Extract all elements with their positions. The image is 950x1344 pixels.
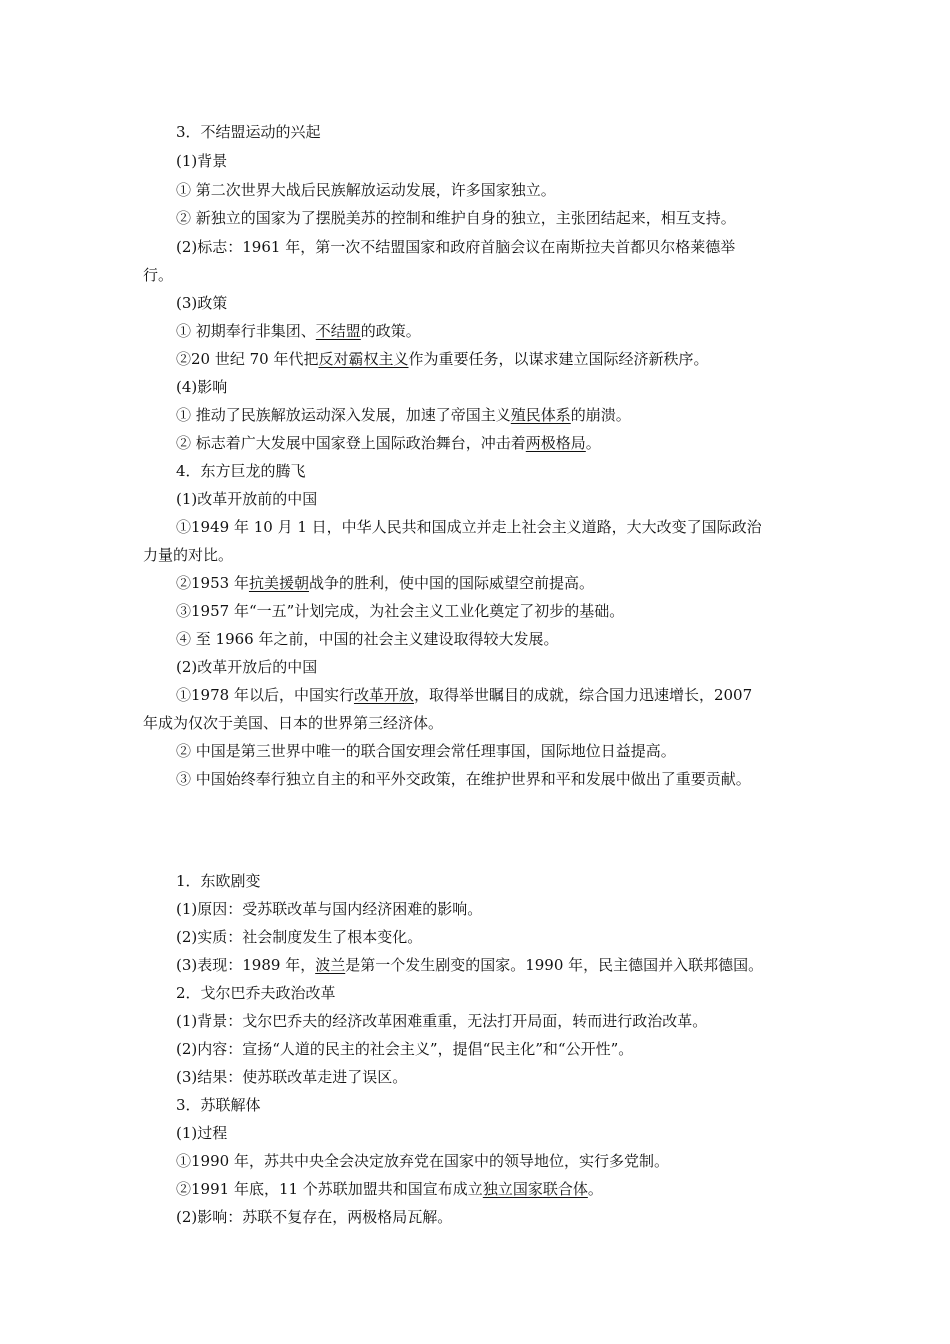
background-point-1: ① 第二次世界大战后民族解放运动发展，许多国家独立。 [176,181,556,199]
impact-point-1-post: 的崩溃。 [570,406,631,424]
dissolution-process-point-1: ①1990 年，苏共中央全会决定放弃党在国家中的领导地位，实行多党制。 [176,1152,669,1170]
background-title: (1)背景 [176,152,228,170]
after-reform-point-1-post: ，取得举世瞩目的成就，综合国力迅速增长，2007 [413,686,753,704]
gorbachev-content: (2)内容：宣扬“人道的民主的社会主义”，提倡“民主化”和“公开性”。 [176,1040,634,1058]
after-reform-point-1-line-2: 年成为仅次于美国、日本的世界第三经济体。 [143,714,444,732]
before-reform-point-2 [176,573,594,593]
before-reform-point-2-pre: ②1953 年 [176,574,249,592]
policy-point-1-keyword: 不结盟 [315,322,361,340]
sign-line-1: (2)标志：1961 年，第一次不结盟国家和政府首脑会议在南斯拉夫首都贝尔格莱德举 [176,238,736,256]
before-reform-point-1-line-2: 力量的对比。 [143,546,234,564]
impact-point-2-keyword: 两极格局 [525,434,586,452]
impact-point-1 [176,405,631,425]
policy-point-2-post: 作为重要任务，以谋求建立国际经济新秩序。 [408,350,709,368]
before-reform-point-1-line-1: ①1949 年 10 月 1 日，中华人民共和国成立并走上社会主义道路，大大改变了国际政治 [176,518,762,536]
policy-point-2-keyword: 反对霸权主义 [318,350,409,368]
impact-point-2-pre: ② 标志着广大发展中国家登上国际政治舞台，冲击着 [176,434,526,452]
ee-manifestation-pre: (3)表现：1989 年， [176,956,316,974]
ee-manifestation [176,955,763,975]
gorbachev-result: (3)结果：使苏联改革走进了误区。 [176,1068,408,1086]
before-reform-point-2-keyword: 抗美援朝 [248,574,309,592]
dissolution-process-point-2 [176,1179,603,1199]
policy-point-2 [176,349,709,369]
dissolution-process-title: (1)过程 [176,1124,228,1142]
dissolution-process-point-2-keyword: 独立国家联合体 [482,1180,588,1198]
section-heading-ussr-dissolution: 3．苏联解体 [176,1096,261,1114]
sign-line-2: 行。 [143,266,174,284]
policy-point-1-post: 的政策。 [360,322,421,340]
impact-point-1-pre: ① 推动了民族解放运动深入发展，加速了帝国主义 [176,406,511,424]
impact-point-2 [176,433,601,453]
after-reform-title: (2)改革开放后的中国 [176,658,318,676]
section-heading-china: 4．东方巨龙的腾飞 [176,462,306,480]
gorbachev-background: (1)背景：戈尔巴乔夫的经济改革困难重重，无法打开局面，转而进行政治改革。 [176,1012,708,1030]
ee-manifestation-post: 是第一个发生剧变的国家。1990 年，民主德国并入联邦德国。 [345,956,764,974]
after-reform-point-1-keyword: 改革开放 [353,686,414,704]
dissolution-impact: (2)影响：苏联不复存在，两极格局瓦解。 [176,1208,453,1226]
section-heading-non-aligned: 3．不结盟运动的兴起 [176,123,321,141]
before-reform-title: (1)改革开放前的中国 [176,490,318,508]
dissolution-process-point-2-pre: ②1991 年底，11 个苏联加盟共和国宣布成立 [176,1180,483,1198]
policy-title: (3)政策 [176,294,228,312]
policy-point-2-pre: ②20 世纪 70 年代把 [176,350,319,368]
before-reform-point-3: ③1957 年“一五”计划完成，为社会主义工业化奠定了初步的基础。 [176,602,625,620]
impact-point-2-post: 。 [585,434,601,452]
ee-essence: (2)实质：社会制度发生了根本变化。 [176,928,423,946]
impact-title: (4)影响 [176,378,228,396]
background-point-2: ② 新独立的国家为了摆脱美苏的控制和维护自身的独立，主张团结起来，相互支持。 [176,209,736,227]
after-reform-point-1-pre: ①1978 年以后，中国实行 [176,686,354,704]
before-reform-point-2-post: 战争的胜利，使中国的国际威望空前提高。 [308,574,594,592]
impact-point-1-keyword: 殖民体系 [510,406,571,424]
before-reform-point-4: ④ 至 1966 年之前，中国的社会主义建设取得较大发展。 [176,630,559,648]
after-reform-point-2: ② 中国是第三世界中唯一的联合国安理会常任理事国，国际地位日益提高。 [176,742,676,760]
policy-point-1 [176,321,421,341]
section-heading-gorbachev: 2．戈尔巴乔夫政治改革 [176,984,336,1002]
ee-manifestation-keyword: 波兰 [315,956,346,974]
after-reform-point-3: ③ 中国始终奉行独立自主的和平外交政策，在维护世界和平和发展中做出了重要贡献。 [176,770,751,788]
policy-point-1-pre: ① 初期奉行非集团、 [176,322,316,340]
dissolution-process-point-2-post: 。 [587,1180,603,1198]
section-heading-eastern-europe: 1．东欧剧变 [176,872,261,890]
after-reform-point-1-line-1 [176,685,752,705]
ee-reason: (1)原因：受苏联改革与国内经济困难的影响。 [176,900,483,918]
